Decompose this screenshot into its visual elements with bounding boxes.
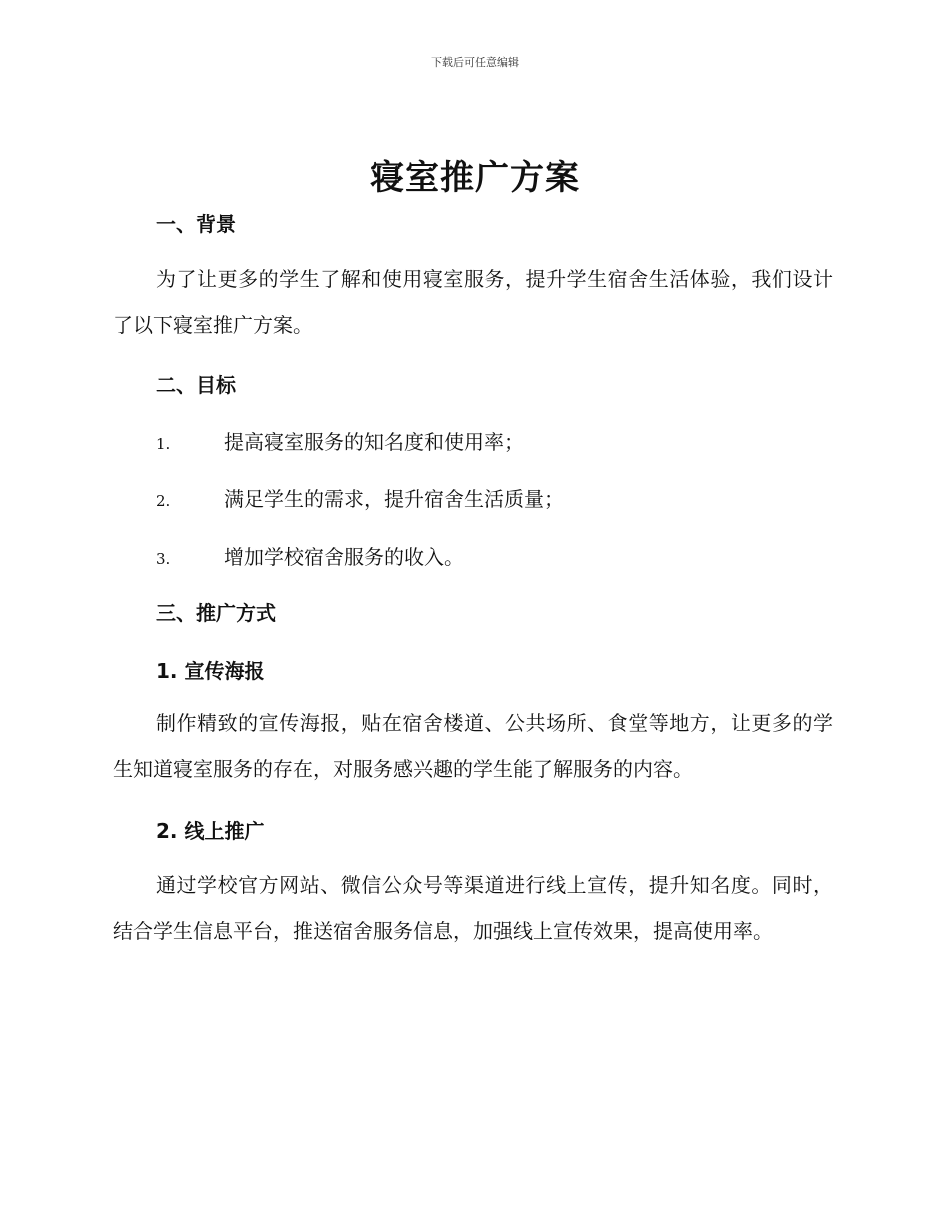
header-note: 下载后可任意编辑 [431,56,519,69]
goal-item-number: 2. [156,492,171,510]
section-heading-background: 一、背景 [156,212,236,236]
goal-item [156,483,564,512]
subheading-posters: 1. 宣传海报 [156,659,265,683]
goal-item-number: 3. [156,550,171,568]
goal-item-text: 提高寝室服务的知名度和使用率； [224,430,524,454]
goal-item [156,426,524,455]
goal-item-text: 增加学校宿舍服务的收入。 [224,545,464,569]
goal-item [156,541,464,570]
posters-paragraph: 制作精致的宣传海报，贴在宿舍楼道、公共场所、食堂等地方，让更多的学生知道寝室服务的存在，对服务感兴趣的学生能了解服务的内容。 [113,711,833,781]
section-heading-methods: 三、推广方式 [156,601,276,625]
goal-item-number: 1. [156,435,171,453]
document-title: 寝室推广方案 [370,158,580,198]
background-paragraph: 为了让更多的学生了解和使用寝室服务，提升学生宿舍生活体验，我们设计了以下寝室推广方案。 [113,267,833,337]
section-heading-goals: 二、目标 [156,373,236,397]
goal-item-text: 满足学生的需求，提升宿舍生活质量； [224,487,564,511]
subheading-online: 2. 线上推广 [156,819,265,843]
online-paragraph: 通过学校官方网站、微信公众号等渠道进行线上宣传，提升知名度。同时，结合学生信息平台，推送宿舍服务信息，加强线上宣传效果，提高使用率。 [113,873,833,943]
